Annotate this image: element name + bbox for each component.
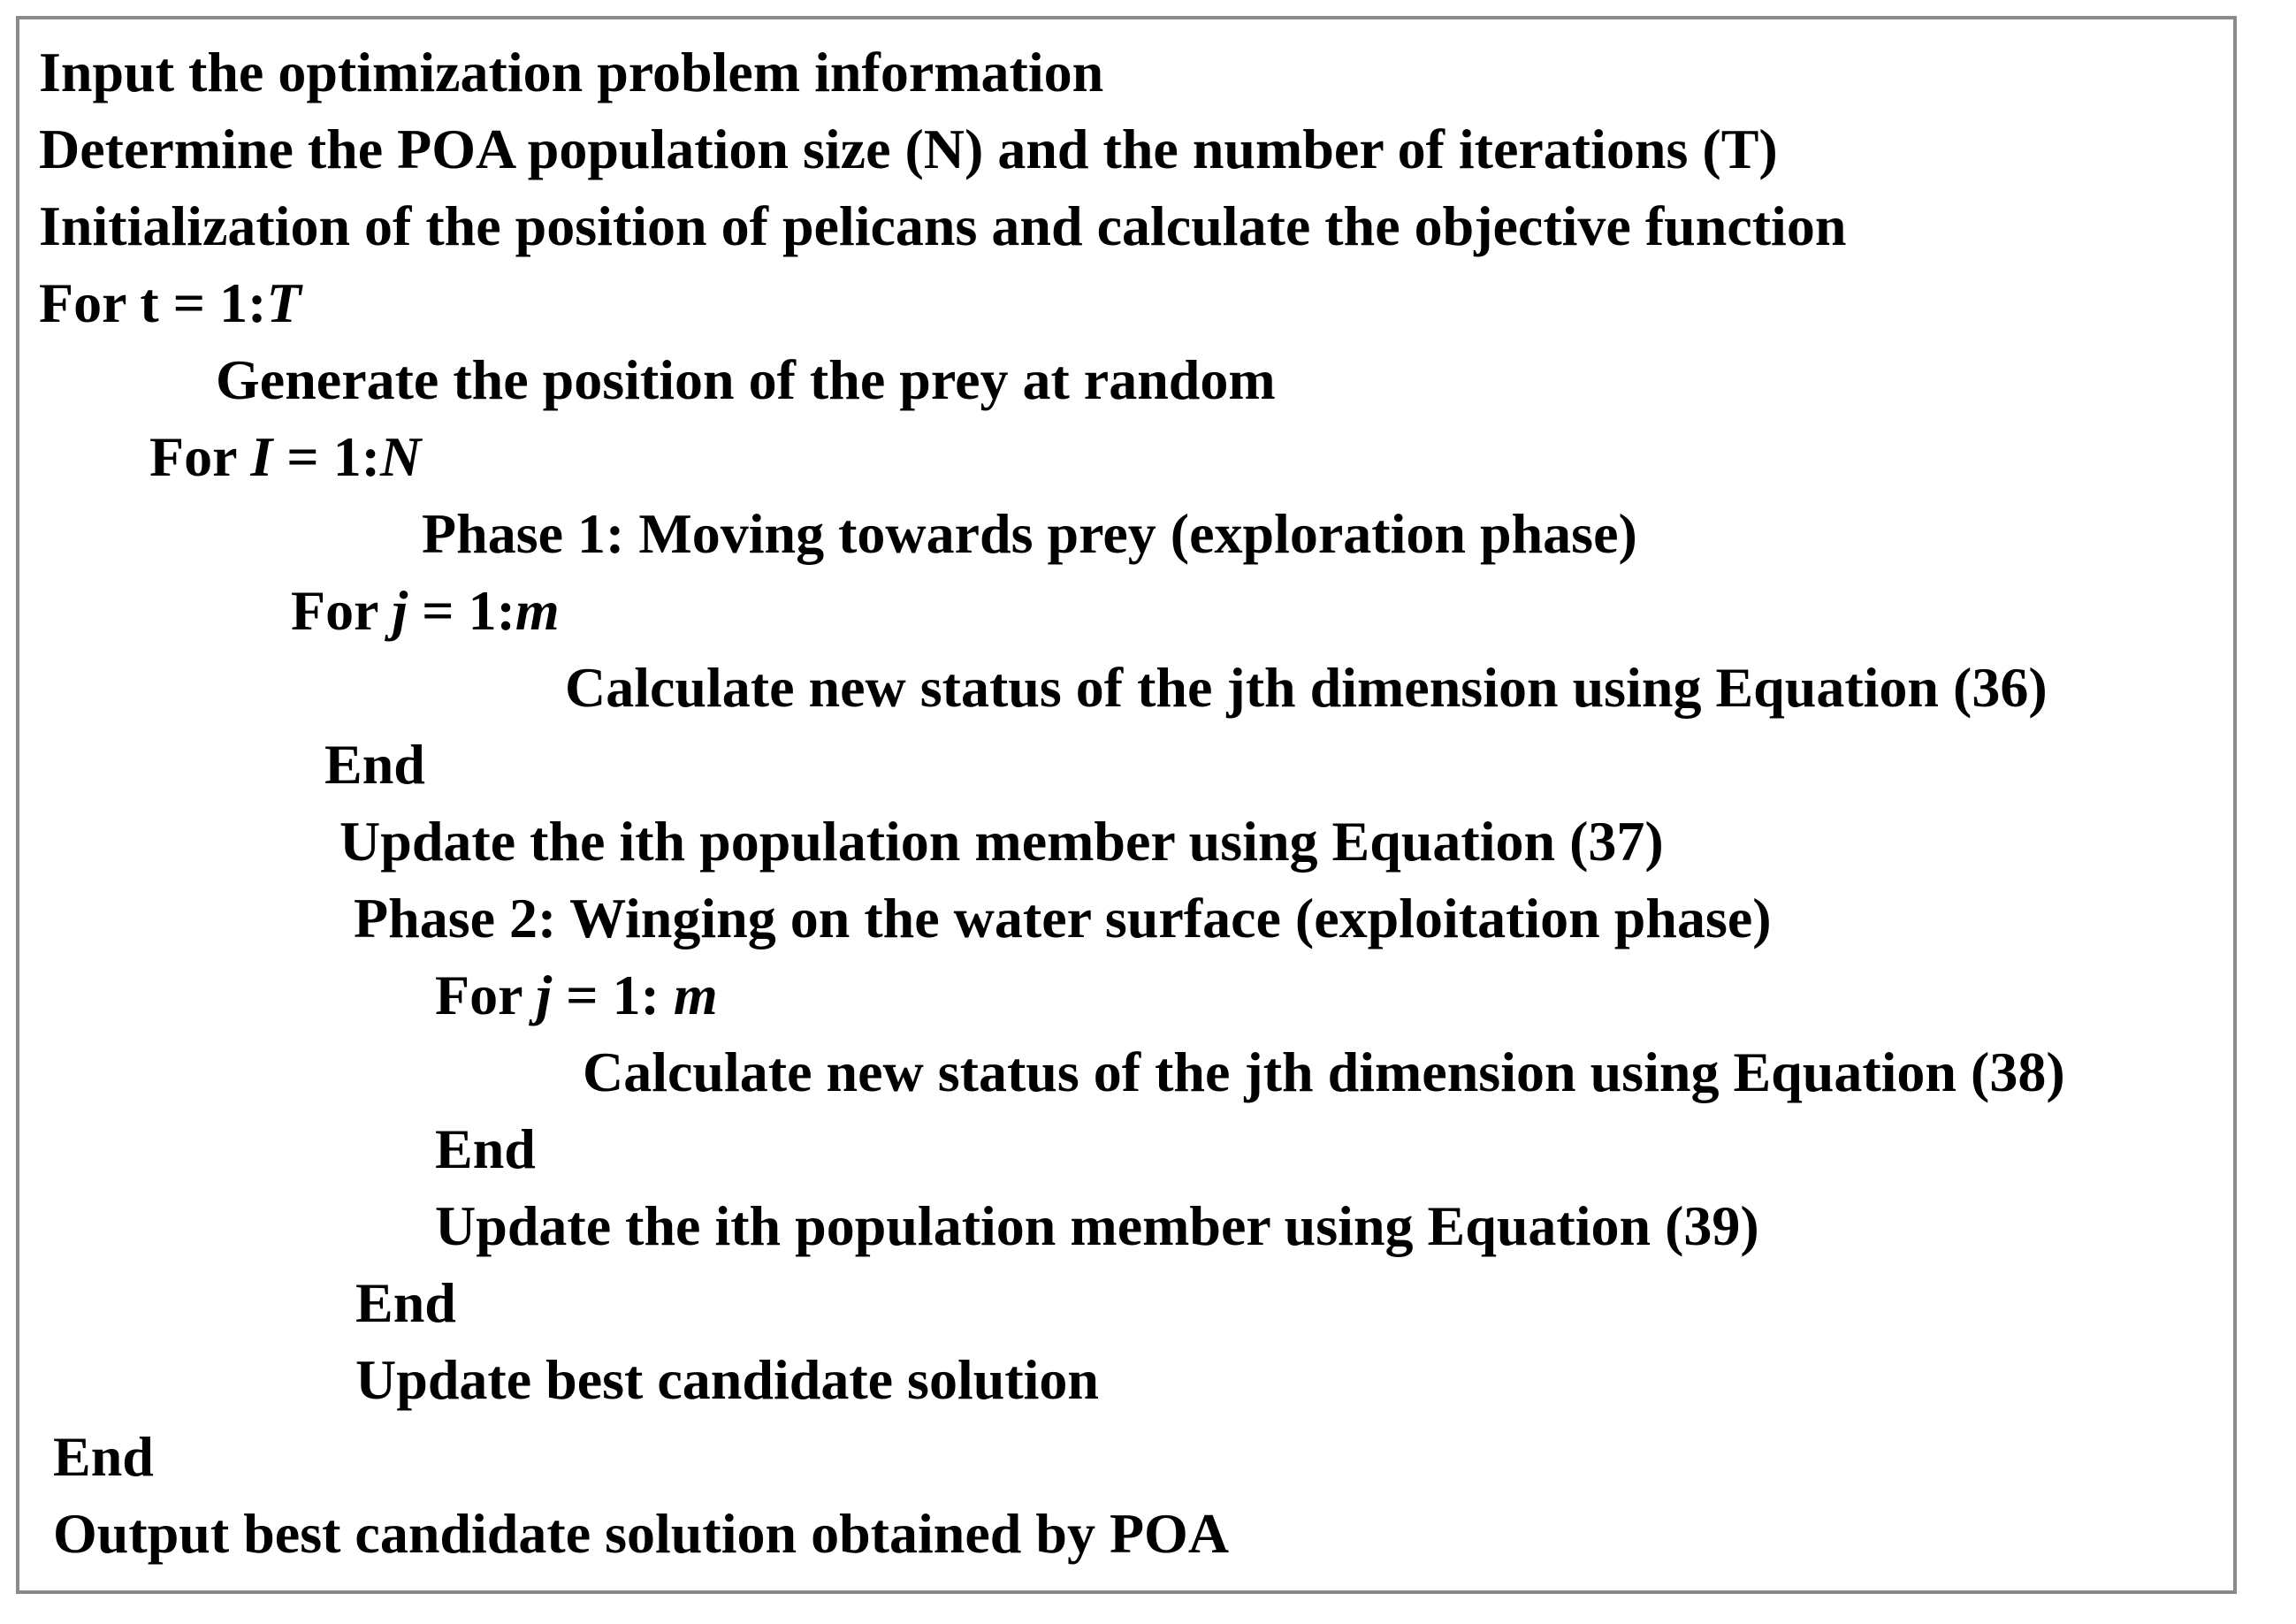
for-i-limit: N	[380, 425, 422, 488]
line-phase-2: Phase 2: Winging on the water surface (exploitation phase)	[354, 887, 1772, 949]
for-j1-limit: m	[515, 579, 560, 642]
line-calc-eq36: Calculate new status of the jth dimension using Equation (36)	[565, 656, 2048, 719]
line-calc-eq38: Calculate new status of the jth dimension using Equation (38)	[583, 1041, 2065, 1103]
for-i-range: = 1:	[272, 425, 381, 488]
for-j2-limit: m	[673, 964, 718, 1026]
line-end-j-2: End	[435, 1117, 536, 1180]
line-determine: Determine the POA population size (N) and the number of iterations (T)	[39, 118, 1778, 180]
line-end-i: End	[355, 1271, 456, 1334]
line-phase-1: Phase 1: Moving towards prey (exploration phase)	[422, 502, 1637, 565]
for-j2-range: = 1:	[552, 964, 674, 1026]
for-j1-var: j	[392, 579, 408, 642]
line-initialization: Initialization of the position of pelicans and calculate the objective function	[39, 194, 1847, 257]
line-output: Output best candidate solution obtained by POA	[53, 1502, 1230, 1565]
algorithm-box	[16, 16, 2237, 1594]
for-j1-text: For	[291, 579, 393, 642]
line-input: Input the optimization problem information	[39, 41, 1104, 103]
for-i-var: I	[250, 425, 273, 488]
for-i-text: For	[149, 425, 251, 488]
for-t-var: T	[266, 271, 301, 334]
for-j1-range: = 1:	[408, 579, 515, 642]
line-for-j-2	[435, 964, 718, 1026]
line-generate-prey: Generate the position of the prey at random	[216, 348, 1276, 411]
for-j2-var: j	[536, 964, 553, 1026]
line-end-t: End	[53, 1425, 154, 1488]
line-end-j-1: End	[324, 733, 425, 796]
line-for-i	[149, 425, 422, 488]
line-update-eq37: Update the ith population member using Equation (37)	[339, 810, 1664, 873]
for-j2-text: For	[435, 964, 537, 1026]
line-for-j-1	[291, 579, 560, 642]
line-for-t	[39, 271, 301, 334]
for-t-text: For t = 1:	[39, 271, 267, 334]
line-update-best: Update best candidate solution	[355, 1348, 1099, 1411]
line-update-eq39: Update the ith population member using Equation (39)	[435, 1194, 1759, 1257]
